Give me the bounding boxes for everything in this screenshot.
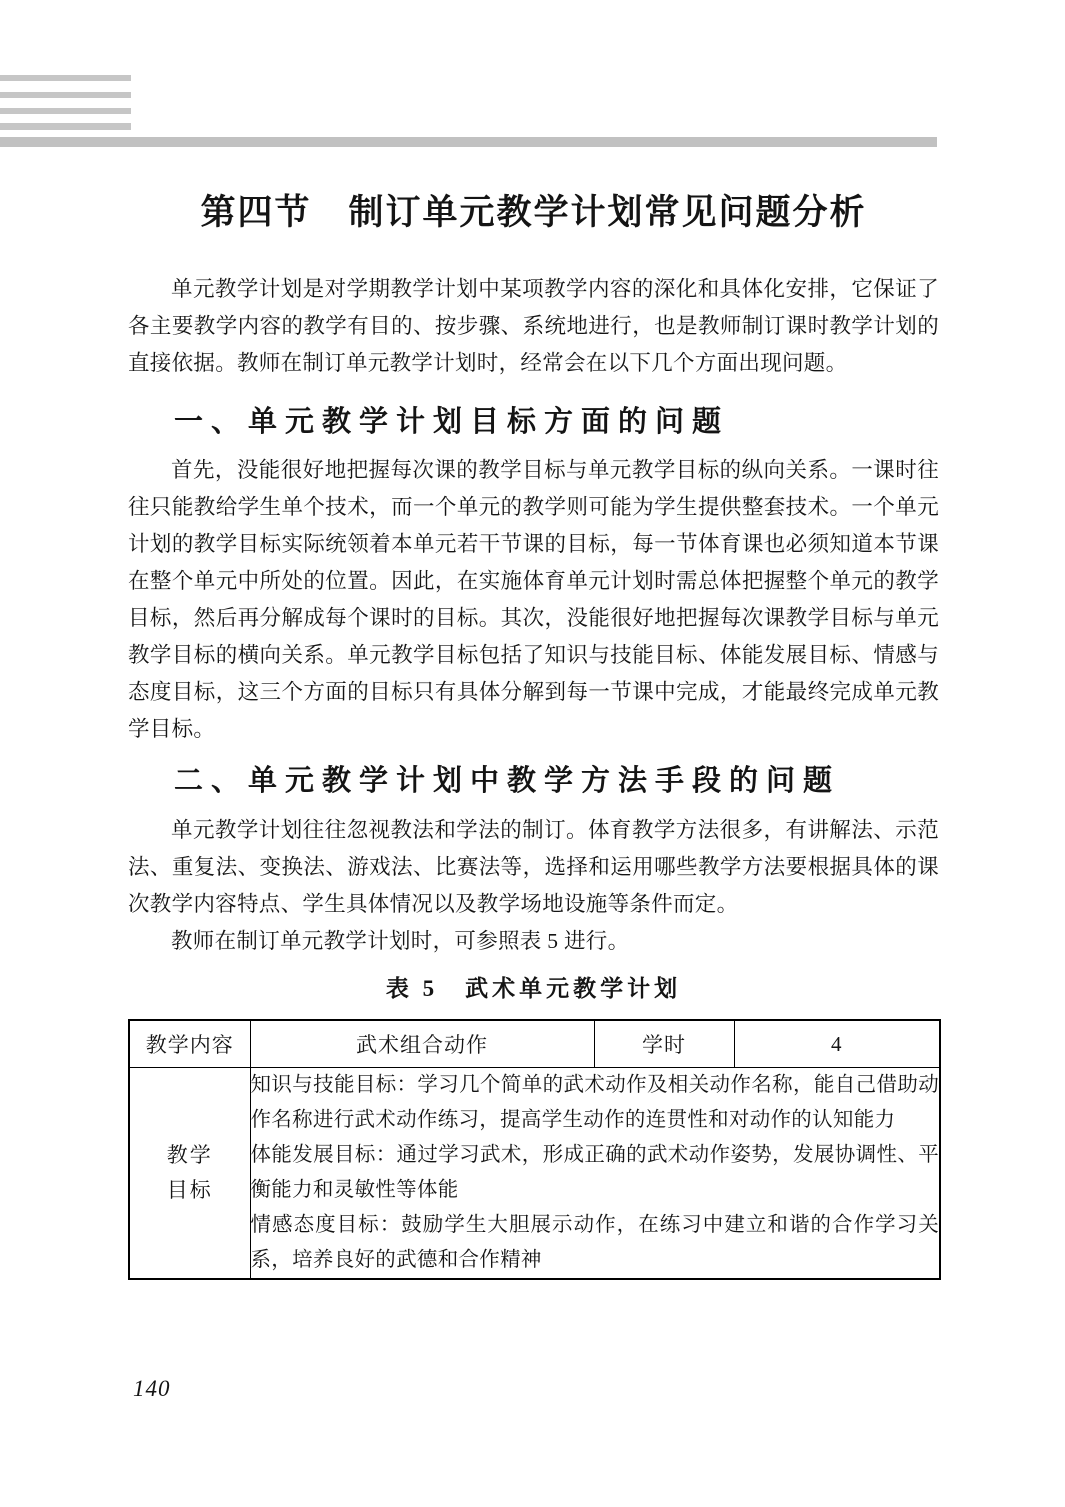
decor-bar-short-4 [0, 123, 131, 130]
decor-bar-short-2 [0, 92, 131, 98]
goal-physical-development: 体能发展目标：通过学习武术，形成正确的武术动作姿势，发展协调性、平衡能力和灵敏性等体能 [250, 1144, 939, 1201]
decor-bar-long [0, 137, 937, 147]
cell-hours-label: 学时 [594, 1020, 734, 1068]
cell-goals-body [250, 1068, 940, 1280]
heading-section-1: 一、单元教学计划目标方面的问题 [174, 406, 730, 438]
goals-label-line-1: 教学 [166, 1143, 213, 1167]
decor-bar-short-3 [0, 108, 131, 114]
decor-bar-short-1 [0, 75, 131, 81]
section-title: 第四节 制订单元教学计划常见问题分析 [200, 193, 867, 232]
cell-goals-label [129, 1068, 250, 1280]
table-row-goals [129, 1068, 940, 1280]
paragraph-section-1: 首先，没能很好地把握每次课的教学目标与单元教学目标的纵向关系。一课时往往只能教给学生单个技术，而一个单元的教学则可能为学生提供整套技术。一个单元计划的教学目标实际统领着本单元若干节课的目标，每一节体育课也必须知道本节课在整个单元中所处的位置。因此，在实施体育单元计划时需总体把握整个单元的教学目标，然后再分解成每个课时的目标。其次，没能很好地把握每次课教学目标与单元教学目标的横向关系。单元教学目标包括了知识与技能目标、体能发展目标、情感与态度目标，这三个方面的目标只有具体分解到每一节课中完成，才能最终完成单元教学目标。 [128, 458, 939, 741]
page-number: 140 [133, 1376, 171, 1401]
goals-label-line-2: 目标 [166, 1178, 213, 1202]
paragraph-intro: 单元教学计划是对学期教学计划中某项教学内容的深化和具体化安排，它保证了各主要教学内容的教学有目的、按步骤、系统地进行，也是教师制订课时教学计划的直接依据。教师在制订单元教学计划时，经常会在以下几个方面出现问题。 [128, 277, 939, 375]
table-row-header [129, 1020, 940, 1068]
cell-content-value: 武术组合动作 [250, 1020, 594, 1068]
heading-section-2: 二、单元教学计划中教学方法手段的问题 [174, 765, 841, 797]
page-content [128, 188, 939, 1280]
goal-emotion-attitude: 情感态度目标：鼓励学生大胆展示动作，在练习中建立和谐的合作学习关系，培养良好的武德和合作精神 [250, 1214, 939, 1271]
cell-content-label: 教学内容 [129, 1020, 250, 1068]
paragraph-table-note: 教师在制订单元教学计划时，可参照表 5 进行。 [171, 929, 630, 953]
goal-knowledge-skill: 知识与技能目标：学习几个简单的武术动作及相关动作名称，能自己借助动作名称进行武术动作练习，提高学生动作的连贯性和对动作的认知能力 [250, 1074, 939, 1131]
unit-teaching-plan-table [128, 1019, 941, 1280]
paragraph-section-2: 单元教学计划往往忽视教法和学法的制订。体育教学方法很多，有讲解法、示范法、重复法、变换法、游戏法、比赛法等，选择和运用哪些教学方法要根据具体的课次教学内容特点、学生具体情况以及教学场地设施等条件而定。 [128, 818, 939, 916]
table-caption: 表 5 武术单元教学计划 [385, 976, 682, 1001]
cell-hours-value: 4 [734, 1020, 940, 1068]
